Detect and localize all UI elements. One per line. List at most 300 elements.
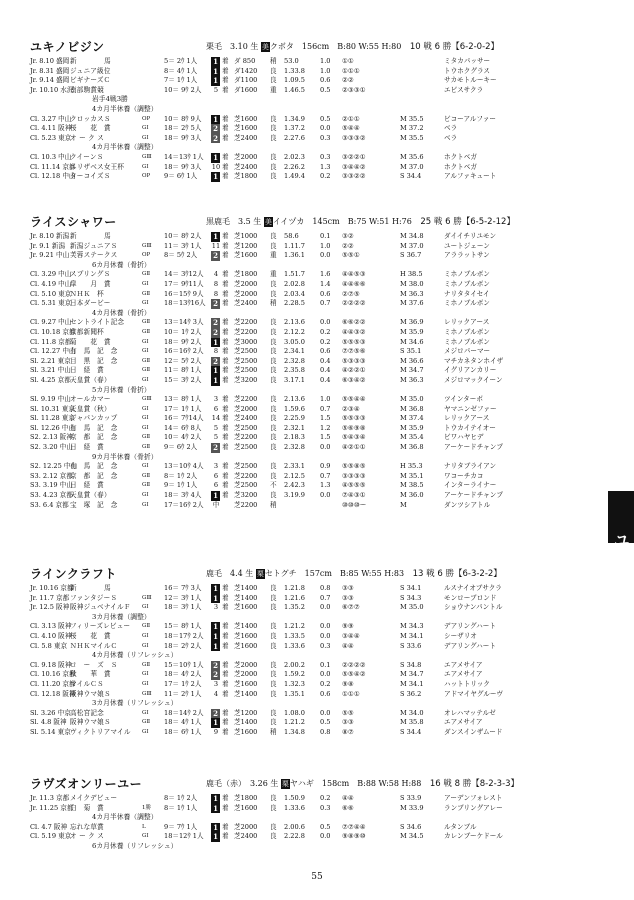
margin: 0.5 [320, 718, 331, 727]
winner-name: ユートジェーン [444, 241, 490, 250]
race-time: 1.32.3 [284, 679, 305, 688]
track-condition: 稍 [270, 727, 277, 736]
race-row [30, 594, 600, 604]
race-date: Cl. 3.29 中山 [30, 270, 72, 279]
passing-order: ①①① [342, 689, 360, 698]
passing-order: ⑩⑩⑩ー [342, 500, 367, 509]
track-condition: 良 [270, 347, 277, 356]
passing-order: ⑤⑥⑨⑧ [342, 423, 366, 432]
field-gate-pop: 15＝ 8ｳ 1人 [164, 622, 202, 631]
finish-position: 5 [213, 433, 219, 442]
finish-position: 6 [213, 404, 219, 413]
passing-order: ③②②① [342, 152, 366, 161]
winner-name: トウカイテイオー [444, 423, 496, 432]
last-3f: S 33.6 [400, 641, 422, 650]
passing-order: ②③③① [342, 85, 366, 94]
track-condition: 良 [270, 327, 277, 336]
finish-suffix: 着 [222, 471, 229, 480]
horse-coat-birth: 鹿毛（赤） 3.26 生 [206, 779, 279, 788]
race-time: 1.33.8 [284, 66, 305, 75]
race-name: ビギナーズＣ [70, 76, 111, 85]
race-row [30, 414, 600, 424]
margin: 0.3 [320, 152, 331, 161]
race-name: 皐 月 賞 [70, 279, 111, 288]
race-date: Sl. 9.19 中山 [30, 395, 71, 404]
race-time: 1.11.7 [284, 241, 305, 250]
horse-info [206, 215, 515, 227]
finish-position: 5 [213, 423, 219, 432]
rest-note: 4カ月半休養（調整） [92, 104, 158, 113]
track-condition: 良 [270, 289, 277, 298]
race-row [30, 76, 600, 86]
race-grade: GI [142, 680, 149, 687]
track-condition: 良 [270, 356, 277, 365]
last-3f: S 36.2 [400, 689, 422, 698]
last-3f: M 36.3 [400, 375, 424, 384]
winner-name: ホクトベガ [444, 152, 477, 161]
distance: 芝1800 [234, 794, 258, 802]
margin: 0.2 [320, 679, 331, 688]
race-row [30, 115, 600, 125]
last-3f: M 37.2 [400, 124, 424, 133]
race-row [30, 804, 600, 814]
winner-name: ランブリングアレー [444, 803, 503, 812]
margin: 0.0 [320, 124, 331, 133]
race-grade: OP [142, 115, 151, 122]
race-name: ジャパンカップ [70, 414, 118, 423]
margin: 0.4 [320, 356, 331, 365]
last-3f: M 34.6 [400, 337, 424, 346]
field-gate-pop: 11＝ 2ｳ 1人 [164, 689, 202, 698]
track-condition: 良 [270, 462, 277, 471]
last-3f: M 36.6 [400, 356, 424, 365]
distance: 芝2200 [234, 327, 258, 336]
race-time: 2.32.8 [284, 356, 305, 365]
field-gate-pop: 17＝ 1ｳ 1人 [164, 404, 202, 413]
winner-name: デアリングハート [444, 622, 496, 631]
winner-name: ビワハヤヒデ [444, 433, 484, 442]
race-date: Cl. 5.19 東京 [30, 832, 72, 841]
last-3f: M 35.9 [400, 423, 424, 432]
race-time: 2.32.1 [284, 423, 305, 432]
race-time: 2.32.8 [284, 443, 305, 452]
race-time: 2.28.5 [284, 299, 305, 308]
distance: 芝1400 [234, 584, 258, 592]
horse-name: ユキノビジン [30, 40, 105, 54]
passing-order: ④④ [342, 641, 354, 650]
winner-name: マチカネタンホイザ [444, 356, 504, 365]
race-row [30, 366, 600, 376]
winner-name: ルスナイオブサクラ [444, 584, 502, 592]
finish-position: 6 [213, 481, 219, 490]
track-condition: 良 [270, 641, 277, 650]
finish-position: 1 [211, 718, 220, 728]
track-condition: 良 [270, 603, 277, 612]
winner-name: オレハマッテルゼ [444, 708, 496, 717]
race-date: Sl. 2.21 東京 [30, 356, 71, 365]
finish-position: 2 [211, 299, 220, 309]
finish-suffix: 着 [222, 375, 229, 384]
track-condition: 不 [270, 481, 277, 490]
margin: 0.3 [320, 803, 331, 812]
passing-order: ⑤⑤① [342, 251, 360, 260]
track-condition: 重 [270, 251, 277, 260]
margin: 1.0 [320, 57, 331, 65]
distance: 芝2000 [234, 279, 258, 288]
field-gate-pop: 11＝ 8ｳ 1人 [164, 366, 202, 375]
race-date: Cl. 5.10 東京 [30, 289, 72, 298]
field-gate-pop: 12＝ 5ｳ 2人 [164, 356, 202, 365]
last-3f: M 34.1 [400, 679, 424, 688]
last-3f: M 35.5 [400, 133, 424, 142]
distance: 芝2400 [234, 162, 258, 171]
horse-trainer-stats: セトグチ 157cm B:85 W:55 H:83 [264, 569, 405, 578]
race-date: Cl. 11.8 京都 [30, 337, 72, 346]
race-grade: GI [142, 338, 149, 345]
field-gate-pop: 18＝12ｳ 1人 [164, 832, 204, 841]
race-time: 2.33.1 [284, 462, 305, 471]
race-name: クロッカスＳ [70, 114, 111, 123]
race-name: ロ ー ズ Ｓ [70, 660, 118, 669]
finish-position: 8 [213, 289, 219, 298]
race-grade: GI [142, 125, 149, 132]
distance: 芝2000 [234, 660, 258, 669]
race-date: Sl. 3.21 中山 [30, 366, 71, 375]
race-date: Cl. 9.27 中山 [30, 318, 72, 327]
track-condition: 良 [270, 433, 277, 442]
margin: 0.4 [320, 375, 331, 384]
finish-position: 2 [211, 709, 220, 719]
finish-suffix: 着 [222, 241, 229, 250]
finish-position: 中 [212, 500, 220, 509]
finish-suffix: 着 [222, 232, 229, 240]
margin: 0.3 [320, 133, 331, 142]
field-gate-pop: 14＝ 3ｳ12人 [164, 270, 204, 279]
race-name: 目 黒 記 念 [70, 356, 118, 365]
finish-position: 2 [211, 661, 220, 671]
race-date: Sl. 10.31 東京 [30, 404, 75, 413]
distance: 芝2400 [234, 299, 258, 308]
race-name: 日本ダービー [70, 299, 111, 308]
passing-order: ⑧⑦ [342, 727, 354, 736]
race-time: 2.12.2 [284, 327, 305, 336]
race-name: スプリングＳ [70, 270, 111, 279]
race-name: 京 都 記 念 [70, 433, 118, 442]
passing-order: ②②②② [342, 299, 366, 308]
track-condition: 良 [270, 375, 277, 384]
margin: 0.4 [320, 366, 331, 375]
race-time: 2.26.2 [284, 162, 305, 171]
passing-order: ④④⑤③ [342, 270, 366, 279]
finish-suffix: 着 [222, 603, 229, 612]
race-name: 有 馬 記 念 [70, 423, 118, 432]
track-condition: 良 [270, 162, 277, 171]
rest-note: 4カ月半休養（調整） [92, 143, 158, 152]
race-row [30, 347, 600, 357]
track-condition: 重 [270, 270, 277, 279]
finish-position: 3 [213, 395, 219, 404]
field-gate-pop: 13＝ 8ｳ 1人 [164, 395, 202, 404]
passing-order: ⑤⑤③③ [342, 414, 366, 423]
track-condition: 良 [270, 114, 277, 123]
distance: 芝2400 [234, 832, 258, 841]
passing-order: ⑤④③④ [342, 433, 366, 442]
race-date: Cl. 10.18 京都 [30, 327, 76, 336]
distance: 芝3000 [234, 337, 258, 346]
race-date: Sl. 5.14 東京 [30, 727, 71, 736]
horse-record: 10 戦 6 勝【6-2-0-2】 [409, 42, 500, 52]
margin: 0.0 [320, 832, 331, 841]
finish-suffix: 着 [222, 718, 229, 727]
race-name: 日 経 賞 [70, 443, 104, 452]
margin: 0.1 [320, 232, 331, 240]
finish-suffix: 着 [222, 251, 229, 260]
track-condition: 良 [270, 832, 277, 841]
race-row [30, 134, 600, 144]
race-time: 1.33.5 [284, 631, 305, 640]
winner-name: ワコーチカコ [444, 471, 484, 480]
race-row [30, 153, 600, 163]
race-name: 阪神ジュベナイルＦ [70, 603, 131, 612]
last-3f: M 36.9 [400, 318, 424, 327]
race-row [30, 491, 600, 501]
race-time: 53.0 [284, 57, 299, 65]
race-date: S3. 3.19 中山 [30, 481, 73, 490]
winner-name: アーケードチャンプ [444, 491, 503, 500]
horse-coat-birth: 栗毛 3.10 生 [206, 42, 259, 51]
race-date: Jr. 12.5 阪神 [30, 603, 70, 612]
passing-order: ⑦⑦⑤⑥ [342, 347, 366, 356]
last-3f: M 37.4 [400, 414, 424, 423]
distance: 芝1800 [234, 172, 258, 181]
field-gate-pop: 10＝ 9ｳ 2人 [164, 85, 202, 94]
track-condition: 良 [270, 395, 277, 404]
track-condition: 良 [270, 660, 277, 669]
race-name: 京 都 記 念 [70, 471, 118, 480]
race-date: Jr. 10.16 京都 [30, 584, 74, 592]
field-gate-pop: 8＝ 1ｳ 2人 [164, 794, 198, 802]
race-name: 桜 花 賞 [70, 631, 111, 640]
track-condition: 良 [270, 670, 277, 679]
race-time: 2.18.3 [284, 433, 305, 442]
finish-suffix: 着 [222, 366, 229, 375]
passing-order: ⑤⑤④④ [342, 395, 366, 404]
winner-name: メジロパーマー [444, 347, 491, 356]
last-3f: S 34.4 [400, 727, 422, 736]
finish-suffix: 着 [222, 76, 229, 85]
race-grade: GⅡ [142, 290, 151, 297]
rest-note: 3カ月休養（リフレッシュ） [92, 699, 178, 708]
field-gate-pop: 9＝ 1ｳ 1人 [164, 481, 198, 490]
race-row [30, 290, 600, 300]
winner-name: ダンスインザムード [444, 727, 503, 736]
track-condition: 良 [270, 718, 277, 727]
race-grade: GI [142, 405, 149, 412]
distance: 芝1800 [234, 270, 258, 279]
finish-suffix: 着 [222, 462, 229, 471]
horse-coat-birth: 鹿毛 4.4 生 [206, 569, 254, 578]
horse-coat-birth: 黒鹿毛 3.5 生 [206, 217, 262, 226]
race-name: 秋 華 賞 [70, 670, 111, 679]
winner-name: ベラ [444, 124, 458, 133]
race-grade: GⅡ [142, 319, 151, 326]
margin: 0.6 [320, 76, 331, 85]
race-grade: GI [142, 492, 149, 499]
passing-order: ②③④ [342, 404, 360, 413]
finish-position: 1 [211, 366, 220, 376]
race-date: Cl. 4.7 阪神 [30, 822, 68, 831]
margin: 1.0 [320, 241, 331, 250]
finish-suffix: 着 [222, 270, 229, 279]
track-condition: 良 [270, 822, 277, 831]
race-date: Cl. 4.11 阪神 [30, 124, 72, 133]
race-time: 1.36.1 [284, 251, 305, 260]
race-name: 南部駒賞競 [70, 85, 104, 94]
race-row [30, 603, 600, 613]
field-gate-pop: 5＝ 2ｳ 1人 [164, 57, 198, 65]
finish-suffix: 着 [222, 822, 229, 831]
race-grade: GⅢ [142, 242, 152, 249]
horse-trainer-stats: ヤハギ 158cm B:88 W:58 H:88 [289, 779, 422, 788]
passing-order: ⑥⑥②② [342, 318, 366, 327]
race-time: 2.27.6 [284, 133, 305, 142]
race-grade: GⅡ [142, 444, 151, 451]
margin: 0.0 [320, 670, 331, 679]
margin: 0.3 [320, 641, 331, 650]
margin: 0.5 [320, 114, 331, 123]
field-gate-pop: 14＝ 6ｳ 8人 [164, 423, 202, 432]
field-gate-pop: 18＝ 9ｳ 3人 [164, 133, 202, 142]
finish-suffix: 着 [222, 832, 229, 841]
finish-suffix: 着 [222, 162, 229, 171]
winner-name: ミホノブルボン [444, 299, 490, 308]
margin: 0.6 [320, 689, 331, 698]
finish-suffix: 着 [222, 289, 229, 298]
finish-suffix: 着 [222, 124, 229, 133]
race-date: Jr. 11.25 京都 [30, 803, 74, 812]
distance: 芝2000 [234, 670, 258, 679]
track-condition: 良 [270, 584, 277, 592]
race-grade: GⅡ [142, 328, 151, 335]
horse-record: 25 戦 6 勝【6-5-2-12】 [420, 217, 515, 227]
margin: 0.0 [320, 491, 331, 500]
last-3f: M 37.0 [400, 241, 424, 250]
finish-suffix: 着 [222, 423, 229, 432]
last-3f: M 34.3 [400, 622, 424, 631]
finish-position: 2 [211, 124, 220, 134]
passing-order: ④④ [342, 794, 354, 802]
last-3f: M 35.1 [400, 471, 424, 480]
race-grade: OP [142, 173, 151, 180]
distance: 芝1600 [234, 251, 258, 260]
horse-trainer-stats: イイヅカ 145cm B:75 W:51 H:76 [272, 217, 412, 226]
race-row [30, 338, 600, 348]
race-name: ファンタジーＳ [70, 593, 118, 602]
race-row [30, 794, 600, 804]
race-row [30, 172, 600, 182]
distance: 芝2200 [234, 318, 258, 327]
margin: 0.2 [320, 794, 331, 802]
finish-suffix: 着 [222, 133, 229, 142]
race-name: ターコイズＳ [70, 172, 111, 181]
winner-name: ダンツシアトル [444, 500, 491, 509]
field-gate-pop: 10＝ 8ｳ 9人 [164, 114, 202, 123]
race-time: 1.35.2 [284, 603, 305, 612]
last-3f: S 34.4 [400, 172, 422, 181]
race-time: 3.17.1 [284, 375, 305, 384]
margin: 0.0 [320, 603, 331, 612]
finish-suffix: 着 [222, 279, 229, 288]
finish-position: 1 [211, 642, 220, 652]
track-condition: 良 [270, 124, 277, 133]
track-condition: 良 [270, 279, 277, 288]
finish-suffix: 着 [222, 708, 229, 717]
race-grade: GI [142, 728, 149, 735]
race-row [30, 661, 600, 671]
last-3f: M 37.0 [400, 162, 424, 171]
field-gate-pop: 13＝10ｳ 4人 [164, 462, 204, 471]
margin: 0.6 [320, 347, 331, 356]
track-condition: 良 [270, 631, 277, 640]
margin: 1.5 [320, 433, 331, 442]
finish-position: 2 [211, 318, 220, 328]
field-gate-pop: 15＝10ｳ 1人 [164, 660, 204, 669]
finish-suffix: 着 [222, 593, 229, 602]
margin: 1.5 [320, 414, 331, 423]
passing-order: ④④③② [342, 327, 366, 336]
race-date: S2. 3.20 中山 [30, 443, 73, 452]
margin: 1.0 [320, 66, 331, 75]
race-date: Cl. 10.3 中山 [30, 152, 72, 161]
passing-order: ③③ [342, 584, 354, 592]
race-row [30, 328, 600, 338]
winner-name: シーザリオ [444, 631, 477, 640]
last-3f: M [400, 500, 407, 509]
finish-suffix: 着 [222, 318, 229, 327]
horse-name: ライスシャワー [30, 215, 117, 229]
horse-info [206, 40, 499, 52]
race-name: 有 馬 記 念 [70, 462, 118, 471]
last-3f: S 34.1 [400, 584, 422, 592]
last-3f: M 35.8 [400, 718, 424, 727]
race-date: Sl. 11.28 東京 [30, 414, 75, 423]
finish-suffix: 着 [222, 727, 229, 736]
field-gate-pop: 8＝ 5ｳ 2人 [164, 251, 198, 260]
race-time: 1.21.2 [284, 622, 305, 631]
track-condition: 良 [270, 172, 277, 181]
race-date: Jr. 9.1 新潟 [30, 241, 66, 250]
horse-name: ラインクラフト [30, 567, 117, 581]
distance: ダ1420 [234, 66, 258, 75]
last-3f: S 34.8 [400, 660, 422, 669]
race-date: Jr. 11.3 京都 [30, 794, 70, 802]
margin: 1.4 [320, 279, 331, 288]
race-name: オールカマー [70, 395, 111, 404]
margin: 1.6 [320, 270, 331, 279]
race-name: 新 馬 [70, 584, 111, 592]
race-grade: OP [142, 252, 151, 259]
finish-suffix: 着 [222, 356, 229, 365]
finish-position: 1 [211, 584, 220, 594]
finish-position: 14 [211, 414, 221, 423]
winner-name: イグリアンカリー [444, 366, 497, 375]
race-date: Jr. 11.7 京都 [30, 593, 70, 602]
distance: 芝2200 [234, 500, 258, 509]
race-row [30, 709, 600, 719]
last-3f: M 35.0 [400, 395, 424, 404]
finish-position: 5 [213, 85, 219, 94]
last-3f: H 35.3 [400, 462, 423, 471]
